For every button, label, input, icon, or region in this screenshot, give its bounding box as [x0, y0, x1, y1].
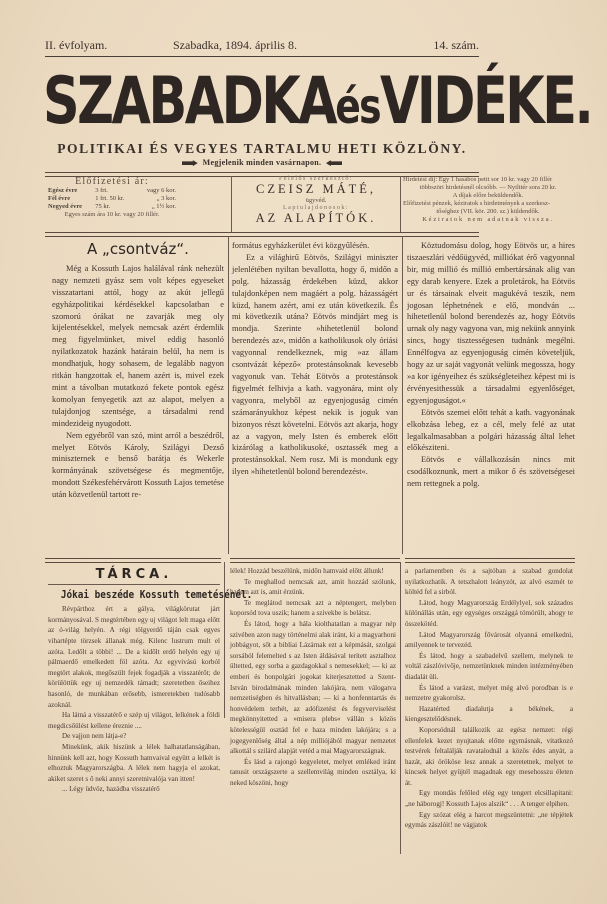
- feuilleton-title: Jókai beszéde Kossuth temetésénél.: [60, 587, 253, 601]
- feuilleton-paragraph: Ha látná a visszatérő e szép uj világot, lelkének a földi megdicsőülést kellene éreznie ....: [48, 711, 220, 730]
- subscription-alt: vagy 6 kor.: [146, 187, 176, 194]
- feuilleton-paragraph: a parlamentben és a sajtóban a szabad gondolat nyilatkozhatik. A tetszhalott leányzót, az alvó eszmét te költéd fel a sirból.: [405, 567, 573, 597]
- ad-rate-line: Előfizetési pénzek, kéziratok s hirdetmények a szerkesz-: [403, 200, 551, 207]
- feuilleton-paragraph: Látod, hogy Magyarország Erdélylyel, sok százados különállás után, egy egységes országgá tömörült, ahogy te összekötéd.: [405, 598, 573, 628]
- ad-rate-line: A díjak előre beküldendők.: [452, 192, 524, 199]
- owners-label: Laptulajdonosok:: [283, 205, 349, 211]
- section-double-rule: [45, 232, 479, 237]
- feuilleton-paragraph: ... Légy üdvöz, hazádba visszatérő: [62, 785, 160, 794]
- feuilleton-section-label: TÁRCA.: [48, 566, 220, 585]
- subscription-period: Egész évre: [48, 187, 78, 194]
- article-paragraph: Ez a világhirű Eötvös, Szilágyi miniszter jelenlétében nyiltan bevallotta, hogy ő, midőn a polg. házasság érdekében küzd, akkor tulajdonképen nem magáért a polg. házasságért küzd, hanem azért, ami ez után következik. És mi következik utána? Eötvös mindjárt meg is mondja. Szerinte »hihetetlenül bolond berendezés az«, midőn a katholikusok oly óriási vagyonnal rendelkeznek, mig »az állam csontvázát képező« protestánsoknak kevesebb vagyonuk van. Tehát Eötvös a protestánsok figyelmét felhivja a kath. vagyonára, mint oly vagyonra, melyből az egyenjoguság cimén számarányukhoz képest nekik is joguk van bizonyos részt követelni. Eötvös azt akarja, hogy az a vagyon, mely Isten és emberek előtt kizárólag a katholikusoké, osztassék meg a protestánsokkal. Nem rosz. Mi is mondunk egy ilyen »hihetetlenül bolond berendezést«.: [232, 252, 398, 477]
- dateline: Szabadka, 1894. április 8.: [173, 38, 297, 52]
- subscription-row: [48, 187, 176, 195]
- feuilleton-column-2: [230, 566, 396, 788]
- advertising-box: [403, 176, 573, 232]
- subscription-price: 75 kr.: [95, 203, 111, 210]
- subscription-alt: „ 3 kor.: [156, 195, 176, 202]
- editor-label: Felelős szerkesztő:: [279, 176, 353, 182]
- header-rule: [45, 56, 479, 57]
- pointing-hand-icon: [326, 160, 342, 166]
- editor-title: ügyvéd.: [305, 197, 327, 204]
- subscription-title: Előfizetési ár:: [75, 176, 149, 187]
- column-divider: [402, 236, 403, 554]
- subscription-row: [48, 195, 176, 203]
- feuilleton-paragraph: Hazatérted diadalutja a békének, a kiengesztelődésnek.: [405, 704, 573, 724]
- feuilleton-paragraph: Minekünk, akik hiszünk a lélek halhatatlanságában, hinnünk kell azt, hogy Kossuth hamvaival együtt a lelkét is elhoztuk Magyarországba. A lélek nem hagyja el azokat, akiket szeret s ő neki annyi szeretnivalója van itten!: [48, 742, 220, 783]
- feuilleton-paragraph: Koporsódnál találkozik az egész nemzet: régi ellenfelek kezet nyujtanak előtte egymásnak, vitatkozó testvérek feltalálják ravatalodnál a közös édes anyát, a hazát, aki örököse lesz annak a szeretetnek, melyet te kincsek helyet gyüjtél magadnak egy mesehosszu életen át.: [405, 725, 573, 787]
- article-paragraph: Köztudomásu dolog, hogy Eötvös ur, a hires tiszaeszlári védőügyvéd, milliókat érő vagyonnal bir, mig millió és millió embertársának alig van egy darab kenyere. Ezek a proletárok, ha Eötvös ur és társainak elveit magukévá teszik, nem jogosan léphetnének e elő, mondván ... hihetetlenül bolond berendezés az, hogy Eötvös urnak oly nagy vagyona van, mig nekünk annyink sincs, hogy tisztességesen tudnánk megélni. Ennélfogva az egyenjoguság cimén követeljük, hogy az ur saját vagyonát velünk megossza, hogy »a kor igényeihez és szükségleteihez képest mi is érvényesithessük a társadalmi egyenlőséget, egyenjoguságot.«: [407, 241, 575, 405]
- owners-name: AZ ALAPÍTÓK.: [255, 211, 377, 225]
- publishing-note-text: Megjelenik minden vasárnapon.: [202, 158, 322, 167]
- feuilleton-paragraph: Látod Magyarország fővárosát olyanná emelkedni, amilyennek te tervezéd.: [405, 630, 573, 650]
- article-paragraph: Még a Kossuth Lajos halálával ránk nehezült nagy nemzeti gyász sem volt képes egyeseket visszatartani attól, hogy az akút jellegű egyházpolitikai kérdésekkel kapcsolatban e szomorú órákat ne zavarják meg oly kijelentésekkel, melyek nemcsak azért érdemlik meg figyelmünket, mivel eddig hasonló nyilatkozatok hazánk határain belül, ha nem is mondhatjuk, hogy sohasem, de legalább nagyon ritkán hangzottak el, hanem azért is, mivel ezek mint a távolban mutatkozó fekete pontok egész komolyan fenyegetik azt az alapot, melyen a tulajdonjog szentsége, a társadalmi rend mindezideig nyugodott.: [52, 263, 224, 428]
- subscription-price: 3 frt.: [95, 187, 108, 194]
- subscription-period: Fél évre: [48, 195, 71, 202]
- feuilleton-paragraph: De vajjon nem látja-e?: [62, 732, 127, 741]
- feuilleton-paragraph: És látod, hogy a hála kiolthatatlan a magyar nép szivében azon nagy történelmi alak iránt, ki a magyarhoni jobbágyot, sőt a bibliai Lázárnak ezt a képmását, szolgai sorsából felemelted s az Isten áldásával terített asztalhoz ültetted, egy sorba a gazdagokkal s nemesekkel; — ki az emberi és honpolgári jogokat kiterjesztetted a Szent-István birodalmának minden lakójára, nem válogatva nemzetiségben és hitvallásban; — ki a honfenntartás és honvédelem terhét, az adófizetést és fegyverviselést megkönnyitetted a »misera plebs« vállán s közös kötelességül osztád fel e haza minden lakójára; s a jogegyenlőség által a nép milliójából magyar nemzetet alkottál s szilárd alapját vetéd a mai Magyarországnak.: [230, 619, 396, 756]
- single-issue-price: Egyes szám ára 10 kr. vagy 20 fillér.: [64, 211, 160, 218]
- article-title: A „csontváz“.: [87, 240, 189, 258]
- feuilleton-double-rule: [230, 558, 400, 563]
- column-divider: [400, 176, 401, 232]
- article-column-2: [232, 240, 398, 478]
- article-column-3: [407, 240, 575, 490]
- article-column-1: [52, 242, 224, 501]
- ad-rate-line: tőséghez (VII. kör. 200. sz.) küldendők.: [436, 208, 540, 215]
- editor-name: CZEISZ MÁTÉ,: [255, 182, 377, 196]
- pointing-hand-icon: [182, 160, 198, 166]
- column-divider: [231, 176, 232, 232]
- ad-rate-line: többszöri hirdetésnél olcsóbb. — Nyilttér sora 20 kr.: [419, 184, 557, 191]
- ad-rate-line: Hirdetési díj: Egy 1 hasábos petit sor 10 kr. vagy 20 fillér: [403, 176, 553, 183]
- feuilleton-paragraph: És lásd a rajongó kegyeletet, melyet emléked iránt tanusit országszerte a szellemvilág minden osztálya, ki neked köszöni, hogy: [230, 757, 396, 787]
- feuilleton-paragraph: És látod, hogy a szabadelvű szellem, melynek te voltál zászlóvivője, nemzetünknek minden intézményében diadalát üli.: [405, 651, 573, 681]
- subscription-period: Negyed évre: [48, 203, 82, 210]
- editorial-box: [236, 176, 396, 232]
- masthead-word-es: és: [335, 77, 380, 135]
- feuilleton-column-1: [48, 566, 253, 795]
- feuilleton-paragraph: Révpárthoz ért a gálya, világkörutat járt kormányosával. S megtértében egy uj világot lelt maga előtt az ó-világ helyén. A régi tölgyerdő táján csak egyes vihartépte törzsek állanak még. Kilenc lustrum mult el azóta. Ledőlt a többi! ... De a kidőlt erdő helyén egy uj pálmaerdő emelkedett föl azóta. Az egyvivású korból megtört alakok, megőszült fejek fogadják a visszatérőt; de körülöttük egy uj nemzedék támadt; szeretetben őseihez hasonló, de munkában erősebb, ismeretekben tudósabb azoknál.: [48, 605, 220, 709]
- article-paragraph: Eötvös e vállalkozásán nincs mit csodálkoznunk, mert a mikor ő és szövetségesei nem rettegnek a polg.: [407, 455, 575, 489]
- subscription-box: [48, 176, 176, 232]
- masthead-word-szabadka: SZABADKA: [43, 61, 336, 139]
- subscription-row: [48, 203, 176, 211]
- feuilleton-paragraph: Egy szózat elég a harcot megszüntetni: „ne tépjétek egymás zászlóit! ne vágjatok: [405, 810, 573, 830]
- column-divider: [224, 562, 225, 718]
- publishing-note: [45, 158, 479, 167]
- feuilleton-paragraph: Te meglátod nemcsak azt a néptengert, melyben koporsód tova uszik; hanem a szivekbe is belátsz.: [230, 598, 396, 618]
- article-paragraph: Nem egyébről van szó, mint arról a beszédről, melyet Eötvös Károly, Szilágyi Dezső miniszternek e benső barátja és Wekerle kormányának szövetségese és megmentője, mondott Székesfehérvárott Kossuth Lajos temetése után közvetlenül tartott re-: [52, 430, 224, 500]
- subscription-table: [48, 187, 176, 211]
- manuscripts-note: Kéziratok nem adatnak vissza.: [422, 216, 554, 223]
- feuilleton-paragraph: És látod a varázst, melyet még alvó porodban is e nemzetre gyakorolsz.: [405, 683, 573, 703]
- feuilleton-paragraph: Egy mondás felőled elég egy tengert elcsillapitani: „ne háborogj! Kossuth Lajos alszik“ . . . A tenger elpihen.: [405, 789, 573, 809]
- feuilleton-paragraph: Te meghallod nemcsak azt, amit hozzád szólunk, hanem azt is, amit érzünk.: [230, 577, 396, 597]
- subscription-price: 1 frt. 50 kr.: [95, 195, 125, 202]
- masthead-title: [43, 61, 592, 139]
- column-divider: [228, 236, 229, 554]
- feuilleton-column-3: [405, 566, 573, 831]
- subscription-alt: „ 1½ kor.: [151, 203, 176, 210]
- feuilleton-paragraph: lélek! Hozzád beszélünk, midőn hamvaid előtt állunk!: [230, 567, 384, 575]
- issue-number: 14. szám.: [433, 38, 479, 52]
- feuilleton-double-rule: [405, 558, 575, 563]
- feuilleton-double-rule: [45, 558, 221, 563]
- masthead-subtitle: POLITIKAI ÉS VEGYES TARTALMU HETI KÖZLÖNY.: [57, 141, 467, 156]
- column-divider: [400, 562, 401, 854]
- volume-number: II. évfolyam.: [45, 38, 108, 52]
- article-paragraph: Eötvös szemei előtt tehát a kath. vagyonának elkobzása lebeg, ez a cél, mely felé az utat legalkalmasabban a polgári házasság által lehet előkésziteni.: [407, 407, 575, 453]
- article-paragraph: formátus egyházkerület évi közgyűlésén.: [232, 241, 370, 250]
- masthead-word-videke: VIDÉKE.: [379, 61, 592, 139]
